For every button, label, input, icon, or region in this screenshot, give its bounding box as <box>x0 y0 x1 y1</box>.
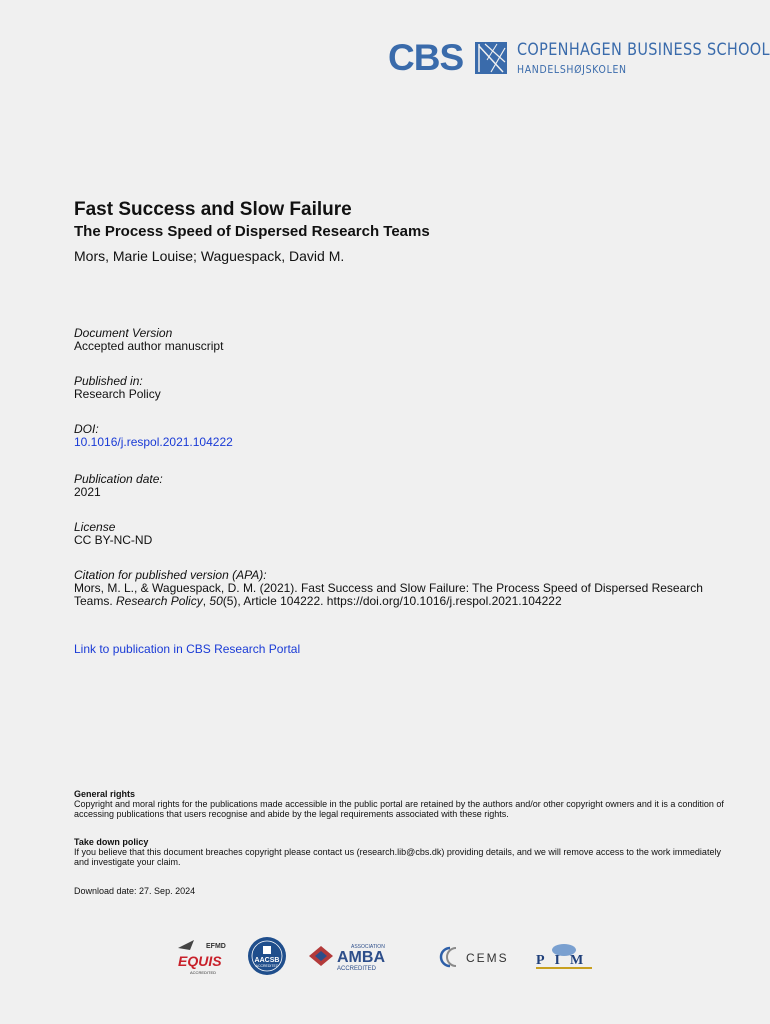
equis-logo-icon <box>176 934 234 978</box>
document-subtitle: The Process Speed of Dispersed Research Teams <box>74 223 430 240</box>
research-portal-link[interactable]: Link to publication in CBS Research Portal <box>74 642 301 656</box>
license-field <box>74 521 152 547</box>
citation-volume: 50 <box>209 594 223 608</box>
document-version-label: Document Version <box>74 326 173 340</box>
cems-logo-icon <box>438 934 518 978</box>
doi-field <box>74 423 233 449</box>
license-label: License <box>74 520 116 534</box>
download-date: Download date: 27. Sep. 2024 <box>74 886 196 896</box>
pim-logo-icon <box>532 934 596 978</box>
citation-separator: , <box>202 594 210 608</box>
svg-text:EQUIS: EQUIS <box>178 953 222 969</box>
general-rights-heading: General rights <box>74 789 136 799</box>
general-rights-section <box>74 789 724 819</box>
cbs-wordmark: CBS <box>388 37 464 78</box>
aacsb-logo-icon <box>246 934 288 978</box>
document-title: Fast Success and Slow Failure <box>74 199 352 220</box>
svg-text:ACCREDITED: ACCREDITED <box>337 966 377 972</box>
svg-text:PIM: PIM <box>536 953 594 968</box>
svg-text:CEMS: CEMS <box>466 951 509 965</box>
svg-text:ACCREDITED: ACCREDITED <box>190 970 217 975</box>
published-in-value: Research Policy <box>74 387 161 401</box>
doi-label: DOI: <box>74 422 99 436</box>
publication-date-field <box>74 473 163 499</box>
take-down-heading: Take down policy <box>74 837 149 847</box>
citation-label: Citation for published version (APA): <box>74 568 267 582</box>
svg-text:ACCREDITED: ACCREDITED <box>255 964 279 968</box>
document-version-field <box>74 327 223 353</box>
publication-date-value: 2021 <box>74 485 101 499</box>
amba-logo-icon <box>305 934 385 978</box>
general-rights-text: Copyright and moral rights for the publications made accessible in the public portal are retained by the authors and/or other copyright owners and it is a condition of accessing publications that users recognise and abide by the legal requirements associated with these rights. <box>74 799 724 819</box>
doi-link[interactable]: 10.1016/j.respol.2021.104222 <box>74 435 233 449</box>
school-subname: HANDELSHØJSKOLEN <box>517 63 627 76</box>
take-down-text: If you believe that this document breaches copyright please contact us (research.lib@cbs.dk) providing details, and we will remove access to the work immediately and investigate your claim. <box>74 847 721 867</box>
svg-text:ASSOCIATION: ASSOCIATION <box>351 944 385 950</box>
school-name: COPENHAGEN BUSINESS SCHOOL <box>517 40 770 60</box>
citation-text-part1: Mors, M. L., & Waguespack, D. M. (2021). Fast Success and Slow Failure: The Process Speed of Dispersed Research Teams. <box>74 581 703 608</box>
svg-text:AACSB: AACSB <box>254 957 280 964</box>
svg-text:AMBA: AMBA <box>337 949 385 966</box>
citation-text-part2: (5), Article 104222. https://doi.org/10.1016/j.respol.2021.104222 <box>222 594 562 608</box>
cbs-logo <box>388 37 770 80</box>
published-in-label: Published in: <box>74 374 143 388</box>
cbs-emblem-icon <box>475 42 507 74</box>
publication-date-label: Publication date: <box>74 472 163 486</box>
school-name-block <box>517 40 770 77</box>
svg-text:EFMD: EFMD <box>206 943 226 950</box>
document-authors: Mors, Marie Louise; Waguespack, David M. <box>74 248 345 264</box>
citation-journal: Research Policy <box>116 594 203 608</box>
published-in-field <box>74 375 161 401</box>
take-down-section <box>74 837 724 867</box>
license-value: CC BY-NC-ND <box>74 533 153 547</box>
document-version-value: Accepted author manuscript <box>74 339 224 353</box>
citation-block <box>74 569 714 608</box>
